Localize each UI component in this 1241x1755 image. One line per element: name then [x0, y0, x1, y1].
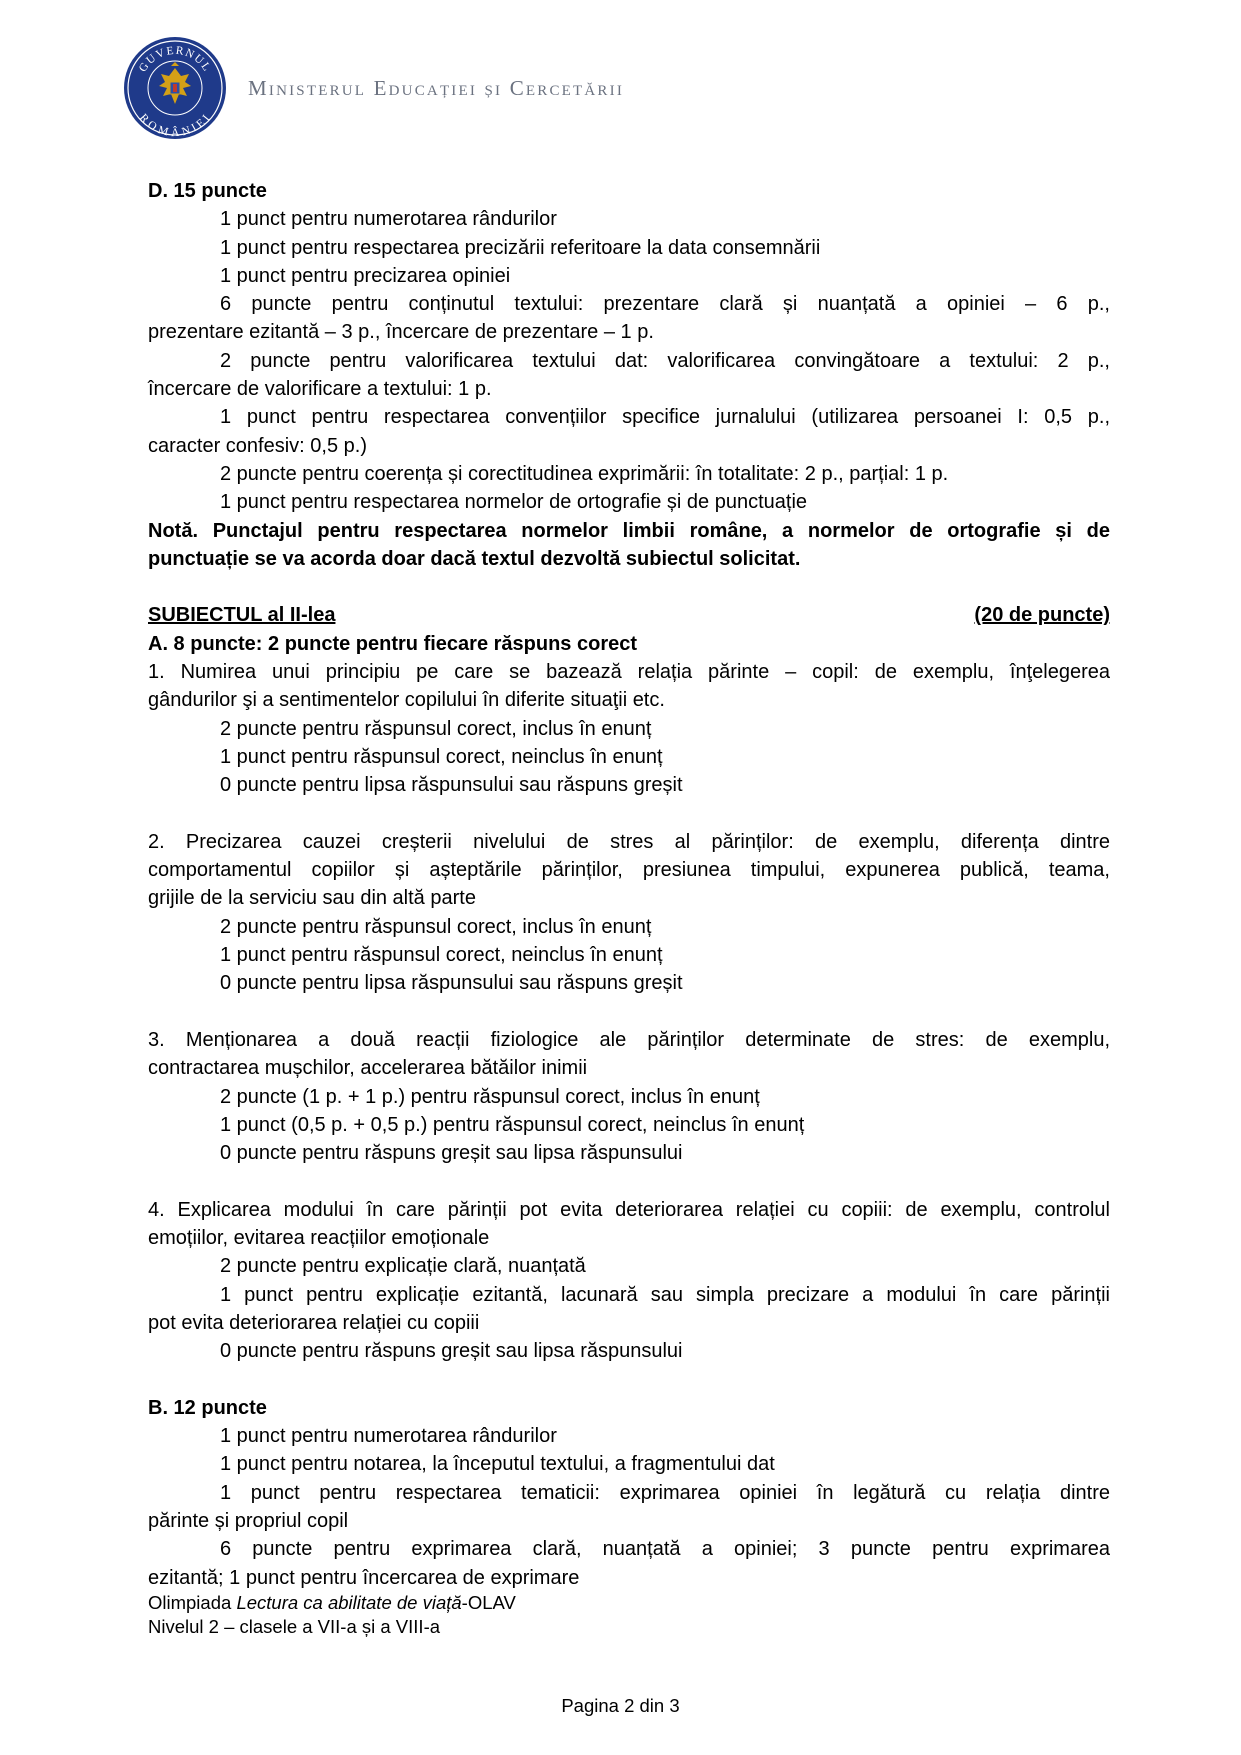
question-line: grijile de la serviciu sau din altă parte: [148, 887, 476, 910]
scoring-line: 1 punct pentru notarea, la începutul textului, a fragmentului dat: [220, 1453, 775, 1476]
section-d: [148, 177, 1110, 573]
olympiad-prefix: Olimpiada: [148, 1592, 237, 1613]
scoring-line: 1 punct pentru respectarea normelor de ortografie și de punctuație: [220, 491, 808, 514]
level-info: Nivelul 2 – clasele a VII-a și a VIII-a: [148, 1616, 441, 1637]
olympiad-title: Lectura ca abilitate de viață: [236, 1592, 462, 1613]
note-line: Notă. Punctajul pentru respectarea normelor limbii române, a normelor de ortografie și de: [148, 519, 1110, 542]
scoring-line: 1 punct pentru respectarea precizării referitoare la data consemnării: [220, 236, 821, 259]
section-d-title: D. 15 puncte: [148, 180, 267, 202]
scoring-line: 2 puncte pentru explicație clară, nuanțată: [220, 1255, 586, 1278]
question-line: 4. Explicarea modului în care părinții pot evita deteriorarea relației cu copiii: de exemplu, controlul: [148, 1198, 1110, 1221]
scoring-line: 0 puncte pentru răspuns greșit sau lipsa răspunsului: [220, 1340, 683, 1363]
scoring-line: 1 punct pentru numerotarea rândurilor: [220, 208, 557, 231]
scoring-line: 1 punct pentru răspunsul corect, neinclus în enunț: [220, 944, 663, 967]
subject-heading: [148, 601, 1110, 629]
scoring-line: 2 puncte pentru valorificarea textului dat: valorificarea convingătoare a textului: 2 p.,: [220, 349, 1110, 372]
question-line: emoțiilor, evitarea reacțiilor emoționale: [148, 1226, 490, 1249]
olympiad-name: [148, 1591, 516, 1615]
scoring-line: caracter confesiv: 0,5 p.): [148, 434, 367, 457]
scoring-line: 2 puncte (1 p. + 1 p.) pentru răspunsul corect, inclus în enunț: [220, 1085, 760, 1108]
question-line: comportamentul copiilor și așteptările părinților, presiunea timpului, expunerea publică, teama,: [148, 859, 1110, 882]
olympiad-suffix: -OLAV: [461, 1592, 516, 1613]
scoring-line: 6 puncte pentru conținutul textului: prezentare clară și nuanțată a opiniei – 6 p.,: [220, 293, 1110, 316]
ministry-name: Ministerul Educației și Cercetării: [248, 76, 625, 100]
scoring-line: părinte și propriul copil: [148, 1509, 349, 1532]
scoring-line: 2 puncte pentru coerența și corectitudinea exprimării: în totalitate: 2 p., parțial: 1 p.: [220, 462, 949, 485]
seal-text-top: GUVERNUL: [136, 44, 214, 75]
subject-points: (20 de puncte): [974, 604, 1110, 627]
page-number: Pagina 2 din 3: [561, 1695, 680, 1716]
section-b: [148, 1394, 1110, 1592]
scoring-line: 1 punct pentru respectarea convențiilor specifice jurnalului (utilizarea persoanei I: 0,5 p.,: [220, 406, 1110, 429]
scoring-line: 6 puncte pentru exprimarea clară, nuanțată a opiniei; 3 puncte pentru exprimarea: [220, 1538, 1110, 1561]
scoring-line: 0 puncte pentru răspuns greșit sau lipsa răspunsului: [220, 1142, 683, 1165]
page-header: [123, 36, 823, 142]
scoring-line: 2 puncte pentru răspunsul corect, inclus în enunț: [220, 717, 652, 740]
question-line: 3. Menționarea a două reacții fiziologice ale părinților determinate de stres: de exemplu,: [148, 1028, 1110, 1051]
scoring-line: 0 puncte pentru lipsa răspunsului sau răspuns greșit: [220, 972, 683, 995]
government-seal-icon: [123, 36, 227, 140]
scoring-line: 1 punct (0,5 p. + 0,5 p.) pentru răspunsul corect, neinclus în enunț: [220, 1113, 805, 1136]
scoring-line: 1 punct pentru respectarea tematicii: exprimarea opiniei în legătură cu relația dintre: [220, 1481, 1110, 1504]
document-body: [148, 177, 1110, 1592]
question-line: 1. Numirea unui principiu pe care se bazează relația părinte – copil: de exemplu, înţelegerea: [148, 661, 1110, 684]
section-a-title: A. 8 puncte: 2 puncte pentru fiecare răspuns corect: [148, 632, 638, 655]
scoring-line: ezitantă; 1 punct pentru încercarea de exprimare: [148, 1566, 580, 1589]
scoring-line: 1 punct pentru precizarea opiniei: [220, 264, 511, 287]
question-line: contractarea mușchilor, accelerarea bătăilor inimii: [148, 1057, 588, 1080]
scoring-line: 1 punct pentru numerotarea rândurilor: [220, 1425, 557, 1448]
question-line: gândurilor şi a sentimentelor copilului în diferite situaţii etc.: [148, 689, 665, 712]
scoring-line: 2 puncte pentru răspunsul corect, inclus în enunț: [220, 915, 652, 938]
section-b-title: B. 12 puncte: [148, 1396, 267, 1419]
scoring-line: încercare de valorificare a textului: 1 p.: [148, 378, 492, 401]
scoring-line: 0 puncte pentru lipsa răspunsului sau răspuns greșit: [220, 774, 683, 797]
scoring-line: prezentare ezitantă – 3 p., încercare de prezentare – 1 p.: [148, 321, 654, 344]
question-line: 2. Precizarea cauzei creșterii nivelului de stres al părinților: de exemplu, diferența dintre: [148, 830, 1110, 853]
scoring-line: pot evita deteriorarea relației cu copiii: [148, 1311, 480, 1334]
note-line: punctuație se va acorda doar dacă textul dezvoltă subiectul solicitat.: [148, 547, 801, 570]
page-footer: [148, 1591, 516, 1639]
scoring-line: 1 punct pentru răspunsul corect, neinclus în enunț: [220, 745, 663, 768]
scoring-line: 1 punct pentru explicație ezitantă, lacunară sau simpla precizare a modului în care părinții: [220, 1283, 1110, 1306]
section-a: [148, 630, 1110, 1366]
subject-title: SUBIECTUL al II-lea: [148, 604, 336, 627]
seal-text-bottom: ROMÂNIEI: [136, 111, 214, 140]
